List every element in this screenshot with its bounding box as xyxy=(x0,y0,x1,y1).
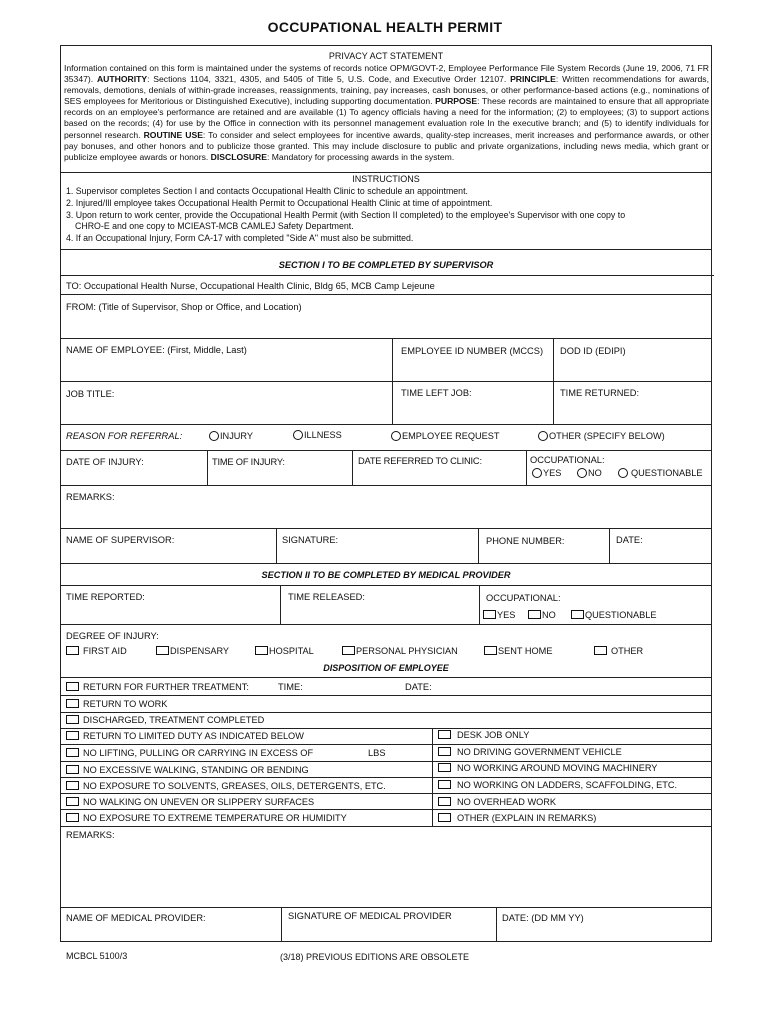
option-label: PERSONAL PHYSICIAN xyxy=(356,646,458,656)
instruction-item: 4. If an Occupational Injury, Form CA-17 with completed "Side A" must also be submitted. xyxy=(66,233,414,244)
job-title-field[interactable]: JOB TITLE: xyxy=(66,389,115,399)
divider xyxy=(60,695,712,696)
option-label: RETURN TO WORK xyxy=(83,699,168,709)
other-checkbox[interactable] xyxy=(594,646,643,656)
divider xyxy=(60,761,712,762)
checkbox-icon[interactable] xyxy=(528,610,541,619)
form-number: MCBCL 5100/3 xyxy=(66,951,128,961)
privacy-heading: PRIVACY ACT STATEMENT xyxy=(328,51,444,61)
limited-duty-checkbox[interactable] xyxy=(66,731,304,741)
option-label: OTHER (EXPLAIN IN REMARKS) xyxy=(457,813,597,823)
option-label: NO WORKING AROUND MOVING MACHINERY xyxy=(457,763,658,773)
option-label: SENT HOME xyxy=(498,646,553,656)
option-label: OTHER xyxy=(611,646,644,656)
radio-icon[interactable] xyxy=(618,468,628,478)
occupational-questionable-checkbox[interactable] xyxy=(571,610,656,620)
option-label: NO EXPOSURE TO SOLVENTS, GREASES, OILS, DETERGENTS, ETC. xyxy=(83,781,386,791)
divider xyxy=(609,528,610,563)
checkbox-icon[interactable] xyxy=(66,813,79,822)
divider xyxy=(60,712,712,713)
routine-use-label: ROUTINE USE xyxy=(143,129,203,140)
radio-icon[interactable] xyxy=(209,431,219,441)
occupational-label: OCCUPATIONAL: xyxy=(530,455,605,465)
divider xyxy=(60,826,712,827)
referral-illness-option[interactable] xyxy=(293,430,342,440)
checkbox-icon[interactable] xyxy=(66,765,79,774)
purpose-label: PURPOSE xyxy=(435,96,478,107)
desk-job-checkbox[interactable] xyxy=(438,730,529,740)
phone-number-field[interactable]: PHONE NUMBER: xyxy=(486,536,565,546)
checkbox-icon[interactable] xyxy=(66,748,79,757)
divider xyxy=(280,585,281,624)
option-label: RETURN FOR FURTHER TREATMENT: xyxy=(83,682,249,692)
checkbox-icon[interactable] xyxy=(484,646,497,655)
no-solvents-checkbox[interactable] xyxy=(66,781,386,791)
option-label: DESK JOB ONLY xyxy=(457,730,530,740)
divider xyxy=(60,485,712,486)
provider-date-field[interactable]: DATE: (DD MM YY) xyxy=(502,913,584,923)
remarks-field[interactable]: REMARKS: xyxy=(66,492,115,502)
occupational-label: OCCUPATIONAL: xyxy=(486,593,561,603)
divider xyxy=(60,338,712,339)
referral-other-option[interactable] xyxy=(538,431,665,441)
from-field[interactable]: FROM: (Title of Supervisor, Shop or Office, and Location) xyxy=(66,302,302,312)
radio-icon[interactable] xyxy=(391,431,401,441)
date-referred-field[interactable]: DATE REFERRED TO CLINIC: xyxy=(358,456,482,466)
divider xyxy=(60,585,712,586)
instructions-heading: INSTRUCTIONS xyxy=(352,174,420,184)
no-overhead-checkbox[interactable] xyxy=(438,797,556,807)
option-label: DISPENSARY xyxy=(170,646,230,656)
dispensary-checkbox[interactable] xyxy=(156,646,229,656)
radio-icon[interactable] xyxy=(293,430,303,440)
disposition-heading: DISPOSITION OF EMPLOYEE xyxy=(323,663,449,673)
divider xyxy=(60,563,712,564)
instruction-item: CHRO-E and one copy to MCIEAST-MCB CAMLEJ Safety Department. xyxy=(75,221,354,232)
checkbox-icon[interactable] xyxy=(156,646,169,655)
routine-use-text: : To consider and select employees for incentive awards, quality-step increases, merit increases and performance awards, or other pay bonuses, and other honors and to publicize those granted. This may include disclosure to public and private organizations, including news media, which grant or publicize employee awards or honors. xyxy=(64,129,710,162)
reason-label: REASON FOR REFERRAL: xyxy=(66,431,183,441)
option-label: EMPLOYEE REQUEST xyxy=(402,431,500,441)
no-uneven-surfaces-checkbox[interactable] xyxy=(66,797,314,807)
time-left-job-field[interactable]: TIME LEFT JOB: xyxy=(401,388,472,398)
edition-note: (3/18) PREVIOUS EDITIONS ARE OBSOLETE xyxy=(280,952,470,962)
authority-label: AUTHORITY xyxy=(96,74,148,85)
radio-icon[interactable] xyxy=(532,468,542,478)
referral-injury-option[interactable] xyxy=(209,431,253,441)
checkbox-icon[interactable] xyxy=(66,781,79,790)
instruction-item: 2. Injured/Ill employee takes Occupational Health Permit to Occupational Health Clinic at time of appointment. xyxy=(66,197,493,208)
checkbox-icon[interactable] xyxy=(255,646,268,655)
time-reported-field[interactable]: TIME REPORTED: xyxy=(66,592,145,602)
divider xyxy=(60,528,712,529)
provider-name-field[interactable]: NAME OF MEDICAL PROVIDER: xyxy=(66,913,206,923)
divider xyxy=(60,450,712,451)
disclosure-text: : Mandatory for processing awards in the system. xyxy=(267,151,455,162)
personal-physician-checkbox[interactable] xyxy=(342,646,458,656)
instruction-item: 1. Supervisor completes Section I and contacts Occupational Health Clinic to schedule an appointment. xyxy=(66,186,468,196)
checkbox-icon[interactable] xyxy=(438,813,451,822)
divider xyxy=(60,249,712,250)
option-label: YES xyxy=(543,468,562,478)
option-label: QUESTIONABLE xyxy=(585,610,657,620)
checkbox-icon[interactable] xyxy=(66,715,79,724)
purpose-text: : These records are maintained to ensure that all appropriate records on an employee's performance are retained and are available (1) To agency officials having a need for the information; (2) to employees; (3) to support actions based on the records; (4) for use by the Office in connection with its personnel management evaluation role In the executive branch; and (5) to identify individuals for personnel research. xyxy=(64,96,709,140)
section1-heading: SECTION I TO BE COMPLETED BY SUPERVISOR xyxy=(278,260,494,270)
occupational-no-checkbox[interactable] xyxy=(528,610,556,620)
divider xyxy=(60,793,712,794)
divider xyxy=(60,624,712,625)
checkbox-icon[interactable] xyxy=(66,731,79,740)
divider xyxy=(276,528,277,563)
option-label: DISCHARGED, TREATMENT COMPLETED xyxy=(83,715,265,725)
time-released-field[interactable]: TIME RELEASED: xyxy=(288,592,365,602)
checkbox-icon[interactable] xyxy=(66,682,79,691)
employee-name-field[interactable]: NAME OF EMPLOYEE: (First, Middle, Last) xyxy=(66,345,247,355)
principle-label: PRINCIPLE xyxy=(510,74,556,85)
divider xyxy=(60,172,712,173)
supervisor-date-field[interactable]: DATE: xyxy=(616,535,643,545)
option-label: NO OVERHEAD WORK xyxy=(457,797,557,807)
further-treatment-time-field[interactable]: TIME: xyxy=(278,682,303,692)
divider xyxy=(60,677,712,678)
divider xyxy=(60,424,712,425)
checkbox-icon[interactable] xyxy=(66,646,79,655)
divider xyxy=(479,585,480,624)
divider xyxy=(526,450,527,485)
section2-heading: SECTION II TO BE COMPLETED BY MEDICAL PROVIDER xyxy=(261,570,511,580)
option-label: YES xyxy=(497,610,516,620)
checkbox-icon[interactable] xyxy=(438,747,451,756)
radio-icon[interactable] xyxy=(577,468,587,478)
no-driving-checkbox[interactable] xyxy=(438,747,622,757)
no-walking-standing-checkbox[interactable] xyxy=(66,765,309,775)
divider xyxy=(478,528,479,563)
time-of-injury-field[interactable]: TIME OF INJURY: xyxy=(212,457,285,467)
checkbox-icon[interactable] xyxy=(483,610,496,619)
no-ladders-checkbox[interactable] xyxy=(438,780,677,790)
to-field[interactable]: TO: Occupational Health Nurse, Occupational Health Clinic, Bldg 65, MCB Camp Lejeune xyxy=(66,281,435,291)
provider-remarks-field[interactable]: REMARKS: xyxy=(66,830,115,840)
discharged-checkbox[interactable] xyxy=(66,715,264,725)
option-label: INJURY xyxy=(220,431,254,441)
option-label: FIRST AID xyxy=(83,646,127,656)
divider xyxy=(496,907,497,942)
option-label: NO WALKING ON UNEVEN OR SLIPPERY SURFACES xyxy=(83,797,315,807)
option-label: HOSPITAL xyxy=(269,646,314,656)
divider xyxy=(60,809,712,810)
degree-of-injury-label: DEGREE OF INJURY: xyxy=(66,631,159,641)
divider xyxy=(60,294,712,295)
first-aid-checkbox[interactable] xyxy=(66,646,127,656)
return-to-work-checkbox[interactable] xyxy=(66,699,167,709)
divider xyxy=(352,450,353,485)
other-explain-checkbox[interactable] xyxy=(438,813,596,823)
no-machinery-checkbox[interactable] xyxy=(438,763,657,773)
disclosure-label: DISCLOSURE xyxy=(210,151,267,162)
option-label: NO EXCESSIVE WALKING, STANDING OR BENDING xyxy=(83,765,309,775)
occupational-yes-option[interactable] xyxy=(532,468,561,478)
checkbox-icon[interactable] xyxy=(594,646,607,655)
provider-signature-field[interactable]: SIGNATURE OF MEDICAL PROVIDER xyxy=(288,911,452,921)
option-label: NO xyxy=(542,610,556,620)
option-label: NO xyxy=(588,468,602,478)
authority-text: : Sections 1104, 3321, 4305, and 5405 of Title 5, U.S. Code, and Executive Order 12107. xyxy=(147,74,511,85)
return-further-treatment-checkbox[interactable] xyxy=(66,682,249,692)
privacy-intro: Information contained on this form is maintained under the systems of records notice OPM/GOVT-2, Employee Performance File System Records (June 19, 2006, 71 FR 35347). xyxy=(64,63,709,85)
supervisor-name-field[interactable]: NAME OF SUPERVISOR: xyxy=(66,535,175,545)
privacy-statement xyxy=(64,63,709,163)
instructions-list xyxy=(66,186,706,245)
divider xyxy=(60,275,714,276)
sent-home-checkbox[interactable] xyxy=(484,646,552,656)
dod-id-field[interactable]: DOD ID (EDIPI) xyxy=(560,346,626,356)
checkbox-icon[interactable] xyxy=(66,699,79,708)
checkbox-icon[interactable] xyxy=(438,780,451,789)
checkbox-icon[interactable] xyxy=(342,646,355,655)
radio-icon[interactable] xyxy=(538,431,548,441)
divider xyxy=(60,381,712,382)
instruction-item: 3. Upon return to work center, provide the Occupational Health Permit (with Section II completed) to the employee's Supervisor with one copy to xyxy=(66,209,626,220)
principle-text: : Written recommendations for awards, removals, demotions, denials of within-grade increases, reassignments, training, pay increases, cash bonuses, or other performance-based actions (e.g., nominations of SES employees for Meritorious or Distinguished Executive), including supporting documentation. xyxy=(64,74,709,107)
no-temperature-checkbox[interactable] xyxy=(66,813,347,823)
checkbox-icon[interactable] xyxy=(438,763,451,772)
further-treatment-date-field[interactable]: DATE: xyxy=(405,682,432,692)
option-label: QUESTIONABLE xyxy=(631,468,703,478)
option-label: NO EXPOSURE TO EXTREME TEMPERATURE OR HUMIDITY xyxy=(83,813,347,823)
checkbox-icon[interactable] xyxy=(438,730,451,739)
option-label: ILLNESS xyxy=(304,430,342,440)
divider xyxy=(60,907,712,908)
checkbox-icon[interactable] xyxy=(438,797,451,806)
lbs-label: LBS xyxy=(368,748,386,758)
divider xyxy=(207,450,208,485)
time-returned-field[interactable]: TIME RETURNED: xyxy=(560,388,640,398)
occupational-yes-checkbox[interactable] xyxy=(483,610,515,620)
employee-id-field[interactable]: EMPLOYEE ID NUMBER (MCCS) xyxy=(401,346,544,356)
option-label: NO WORKING ON LADDERS, SCAFFOLDING, ETC. xyxy=(457,780,678,790)
hospital-checkbox[interactable] xyxy=(255,646,314,656)
no-lifting-checkbox[interactable] xyxy=(66,748,313,758)
divider xyxy=(281,907,282,942)
occupational-questionable-option[interactable] xyxy=(618,468,702,478)
option-label: OTHER (SPECIFY BELOW) xyxy=(549,431,665,441)
option-label: NO LIFTING, PULLING OR CARRYING IN EXCESS OF xyxy=(83,748,314,758)
supervisor-signature-field[interactable]: SIGNATURE: xyxy=(282,535,339,545)
option-label: NO DRIVING GOVERNMENT VEHICLE xyxy=(457,747,622,757)
occupational-no-option[interactable] xyxy=(577,468,602,478)
divider xyxy=(60,744,712,745)
checkbox-icon[interactable] xyxy=(66,797,79,806)
divider xyxy=(60,777,712,778)
option-label: RETURN TO LIMITED DUTY AS INDICATED BELOW xyxy=(83,731,304,741)
divider xyxy=(60,728,712,729)
checkbox-icon[interactable] xyxy=(571,610,584,619)
date-of-injury-field[interactable]: DATE OF INJURY: xyxy=(66,457,144,467)
referral-employee-request-option[interactable] xyxy=(391,431,500,441)
form-title: OCCUPATIONAL HEALTH PERMIT xyxy=(267,19,503,35)
